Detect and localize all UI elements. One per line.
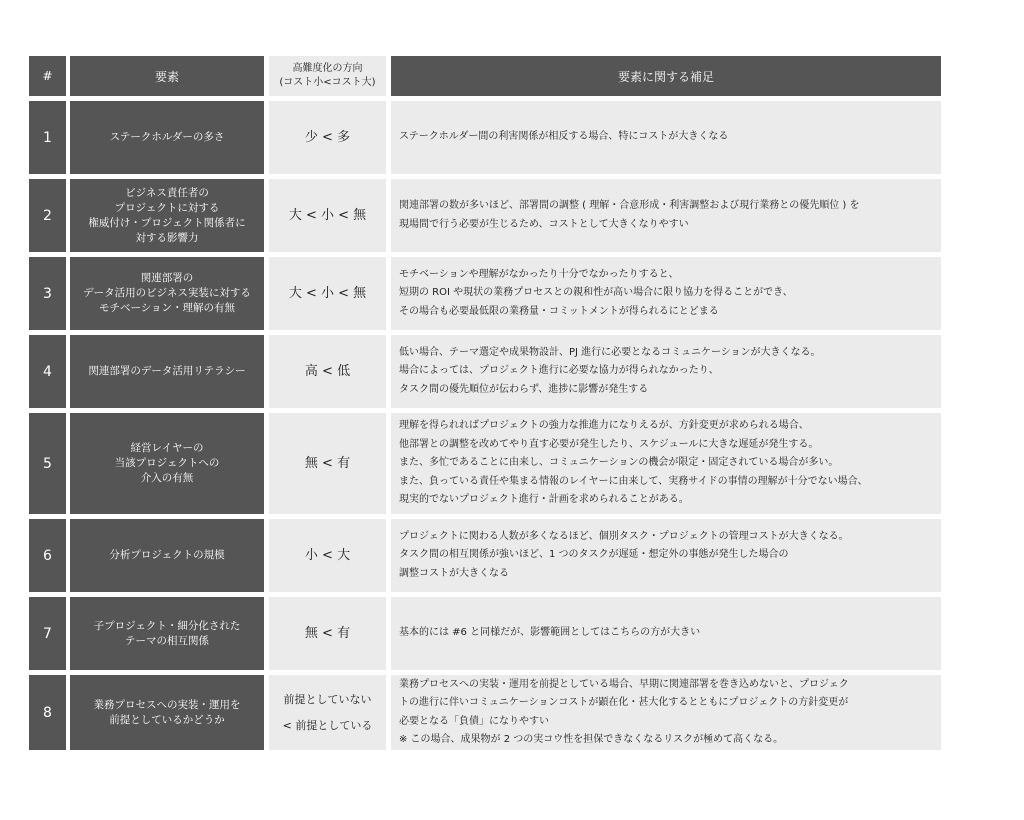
row-direction: 小 < 大 bbox=[269, 519, 386, 592]
row-direction: 無 < 有 bbox=[269, 597, 386, 670]
row-note: 低い場合、テーマ選定や成果物設計、PJ 進行に必要となるコミュニケーションが大きくなる。 場合によっては、プロジェクト進行に必要な協力が得られなかったり、 タスク間の優先順位が伝わらず、進捗に影響が発生する bbox=[391, 335, 941, 408]
row-direction: 少 < 多 bbox=[269, 101, 386, 174]
table-row bbox=[29, 101, 941, 174]
row-note: 業務プロセスへの実装・運用を前提としている場合、早期に関連部署を巻き込めないと、プロジェク トの進行に伴いコミュニケーションコストが顕在化・甚大化するとともにプロジェクトの方針変更が 必要となる「負債」になりやすい ※ この場合、成果物が 2 つの実コウ性を担保できなくなるリスクが極めて高くなる。 bbox=[391, 675, 941, 750]
row-num: 8 bbox=[29, 675, 66, 750]
row-note: 基本的には #6 と同様だが、影響範囲としてはこちらの方が大きい bbox=[391, 597, 941, 670]
row-num: 3 bbox=[29, 257, 66, 330]
row-note: プロジェクトに関わる人数が多くなるほど、個別タスク・プロジェクトの管理コストが大きくなる。 タスク間の相互関係が強いほど、1 つのタスクが遅延・想定外の事態が発生した場合の 調整コストが大きくなる bbox=[391, 519, 941, 592]
complexity-table bbox=[29, 56, 941, 755]
header-note: 要素に関する補足 bbox=[391, 56, 941, 96]
table-row bbox=[29, 597, 941, 670]
table-row bbox=[29, 413, 941, 514]
table-row bbox=[29, 257, 941, 330]
table-row bbox=[29, 179, 941, 252]
row-num: 1 bbox=[29, 101, 66, 174]
row-element: 業務プロセスへの実装・運用を 前提としているかどうか bbox=[70, 675, 264, 750]
table-row bbox=[29, 519, 941, 592]
row-note: 理解を得られればプロジェクトの強力な推進力になりえるが、方針変更が求められる場合、 他部署との調整を改めてやり直す必要が発生したり、スケジュールに大きな遅延が発生する。 また、多忙であることに由来し、コミュニケーションの機会が限定・固定されている場合が多い。 また、負っている責任や集まる情報のレイヤーに由来して、実務サイドの事情の理解が十分でない場合、 現実的でないプロジェクト進行・計画を求められることがある。 bbox=[391, 413, 941, 514]
row-note: ステークホルダー間の利害関係が相反する場合、特にコストが大きくなる bbox=[391, 101, 941, 174]
row-direction: 高 < 低 bbox=[269, 335, 386, 408]
row-num: 4 bbox=[29, 335, 66, 408]
header-element: 要素 bbox=[70, 56, 264, 96]
table-row bbox=[29, 675, 941, 750]
row-element: 関連部署のデータ活用リテラシー bbox=[70, 335, 264, 408]
row-element: 関連部署の データ活用のビジネス実装に対する モチベーション・理解の有無 bbox=[70, 257, 264, 330]
row-num: 2 bbox=[29, 179, 66, 252]
row-direction: 大 < 小 < 無 bbox=[269, 257, 386, 330]
row-element: ビジネス責任者の プロジェクトに対する 権威付け・プロジェクト関係者に 対する影響力 bbox=[70, 179, 264, 252]
row-element: 分析プロジェクトの規模 bbox=[70, 519, 264, 592]
row-direction: 大 < 小 < 無 bbox=[269, 179, 386, 252]
row-note: モチベーションや理解がなかったり十分でなかったりすると、 短期の ROI や現状の業務プロセスとの親和性が高い場合に限り協力を得ることができ、 その場合も必要最低限の業務量・コミットメントが得られるにとどまる bbox=[391, 257, 941, 330]
row-element: 子プロジェクト・細分化された テーマの相互関係 bbox=[70, 597, 264, 670]
row-element: 経営レイヤーの 当該プロジェクトへの 介入の有無 bbox=[70, 413, 264, 514]
row-direction: 無 < 有 bbox=[269, 413, 386, 514]
header-num: # bbox=[29, 56, 66, 96]
row-element: ステークホルダーの多さ bbox=[70, 101, 264, 174]
table-header-row bbox=[29, 56, 941, 96]
row-num: 7 bbox=[29, 597, 66, 670]
table-row bbox=[29, 335, 941, 408]
row-num: 5 bbox=[29, 413, 66, 514]
header-direction: 高難度化の方向 (コスト小<コスト大) bbox=[269, 56, 386, 96]
row-note: 関連部署の数が多いほど、部署間の調整 ( 理解・合意形成・利害調整および現行業務との優先順位 ) を 現場間で行う必要が生じるため、コストとして大きくなりやすい bbox=[391, 179, 941, 252]
row-num: 6 bbox=[29, 519, 66, 592]
row-direction: 前提としていない < 前提としている bbox=[269, 675, 386, 750]
